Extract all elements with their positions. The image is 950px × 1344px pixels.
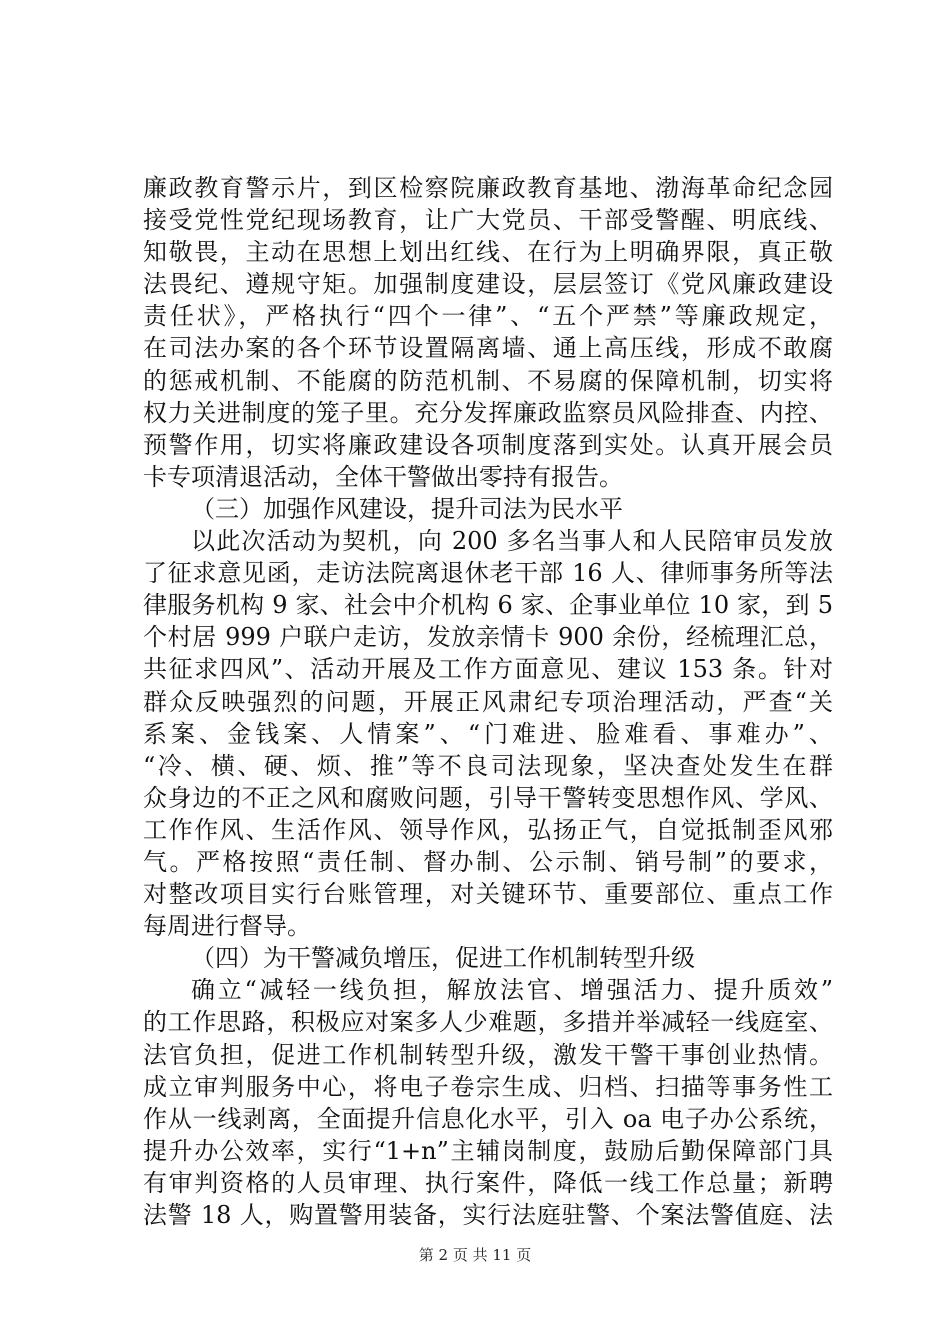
text-line: 了征求意见函，走访法院离退休老干部 16 人、律师事务所等法 xyxy=(143,559,833,588)
text-line: 确立“减轻一线负担，解放法官、增强活力、提升质效” xyxy=(191,976,833,1005)
text-line: 系案、金钱案、人情案”、“门难进、脸难看、事难办”、 xyxy=(143,719,833,748)
text-line: 在司法办案的各个环节设置隔离墙、通上高压线，形成不敢腐 xyxy=(143,334,833,363)
text-line: 成立审判服务中心，将电子卷宗生成、归档、扫描等事务性工 xyxy=(143,1072,833,1101)
text-line: 工作作风、生活作风、领导作风，弘扬正气，自觉抵制歪风邪 xyxy=(143,815,833,844)
text-line: 作从一线剥离，全面提升信息化水平，引入 oa 电子办公系统， xyxy=(143,1104,833,1133)
text-line: 众身边的不正之风和腐败问题，引导干警转变思想作风、学风、 xyxy=(143,783,833,812)
text-line: 提升办公效率，实行“1+n”主辅岗制度，鼓励后勤保障部门具 xyxy=(143,1136,833,1165)
text-line: “冷、横、硬、烦、推”等不良司法现象，坚决查处发生在群 xyxy=(143,751,833,780)
section-heading xyxy=(143,942,833,974)
text-line: 法官负担，促进工作机制转型升级，激发干警干事创业热情。 xyxy=(143,1040,833,1069)
text-line: 接受党性党纪现场教育，让广大党员、干部受警醒、明底线、 xyxy=(143,206,833,235)
text-line: 对整改项目实行台账管理，对关键环节、重要部位、重点工作 xyxy=(143,880,833,909)
text-line: 知敬畏，主动在思想上划出红线、在行为上明确界限，真正敬 xyxy=(143,238,833,267)
text-line: 权力关进制度的笼子里。充分发挥廉政监察员风险排查、内控、 xyxy=(143,398,833,427)
text-line: 法畏纪、遵规守矩。加强制度建设，层层签订《党风廉政建设 xyxy=(143,270,833,299)
text-line: 廉政教育警示片，到区检察院廉政教育基地、渤海革命纪念园 xyxy=(143,174,833,202)
text-line: 有审判资格的人员审理、执行案件，降低一线工作总量；新聘 xyxy=(143,1168,833,1197)
text-line: 个村居 999 户联户走访，发放亲情卡 900 余份，经梳理汇总， xyxy=(143,623,833,652)
paragraph xyxy=(143,974,833,1231)
text-line: （四）为干警减负增压，促进工作机制转型升级 xyxy=(191,944,695,973)
text-line: 以此次活动为契机，向 200 多名当事人和人民陪审员发放 xyxy=(191,527,833,556)
page-footer: 第 2 页 共 11 页 xyxy=(418,1246,532,1264)
section-heading xyxy=(143,493,833,525)
text-line: 共征求四风”、活动开展及工作方面意见、建议 153 条。针对 xyxy=(143,655,833,684)
text-line: 气。严格按照“责任制、督办制、公示制、销号制”的要求， xyxy=(143,847,833,876)
document-body xyxy=(143,172,833,1231)
text-line: 的工作思路，积极应对案多人少难题，多措并举减轻一线庭室、 xyxy=(143,1008,833,1037)
text-line: 律服务机构 9 家、社会中介机构 6 家、企事业单位 10 家，到 5 xyxy=(143,591,833,620)
text-line: （三）加强作风建设，提升司法为民水平 xyxy=(191,494,623,523)
text-line: 法警 18 人，购置警用装备，实行法庭驻警、个案法警值庭、法 xyxy=(143,1201,833,1229)
text-line: 卡专项清退活动，全体干警做出零持有报告。 xyxy=(143,462,623,491)
text-line: 群众反映强烈的问题，开展正风肃纪专项治理活动，严查“关 xyxy=(143,687,833,716)
text-line: 的惩戒机制、不能腐的防范机制、不易腐的保障机制，切实将 xyxy=(143,366,833,395)
text-line: 每周进行督导。 xyxy=(143,912,311,941)
paragraph xyxy=(143,172,833,493)
paragraph xyxy=(143,525,833,942)
text-line: 责任状》，严格执行“四个一律”、“五个严禁”等廉政规定， xyxy=(143,302,833,331)
text-line: 预警作用，切实将廉政建设各项制度落到实处。认真开展会员 xyxy=(143,430,833,459)
